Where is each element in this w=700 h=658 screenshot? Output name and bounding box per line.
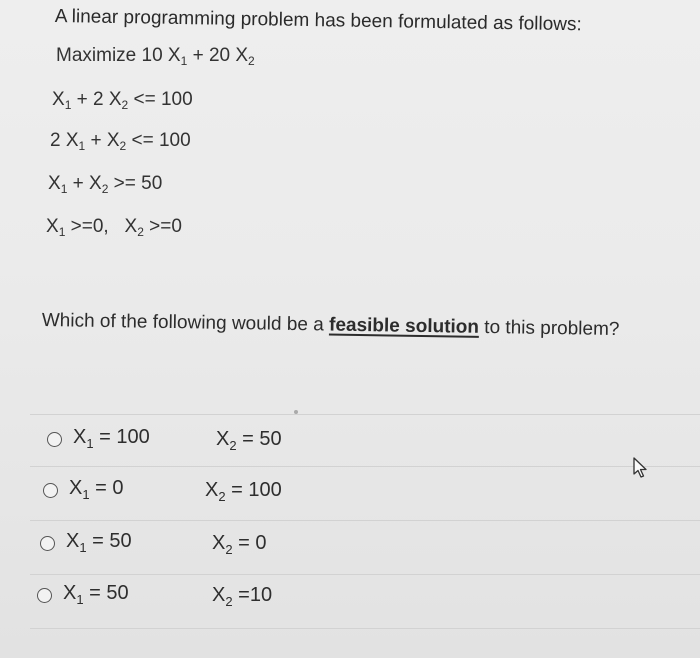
constraint-1: $X_1 + 2$ $X_2 <= 100$ (52, 89, 193, 112)
answer-option-2[interactable] (0, 467, 700, 515)
option-3-x2: $X_2 = 0$ (212, 532, 267, 557)
radio-button-icon[interactable] (37, 588, 52, 603)
radio-button-icon[interactable] (47, 432, 62, 447)
option-4-x1: $X_1 = 50$ (63, 582, 129, 607)
constraint-3: $X_1 + X_2 >= 50$ (48, 173, 163, 196)
constraint-4: $X_1 >=0$, $X_2 >=0$ (46, 216, 182, 239)
option-divider (30, 628, 700, 629)
mouse-pointer-icon (632, 457, 650, 479)
answer-option-3[interactable] (0, 521, 700, 569)
option-2-x2: $X_2 = 100$ (205, 479, 282, 504)
option-4-x2: $X_2 =10$ (212, 584, 273, 609)
option-3-x1: $X_1 = 50$ (66, 530, 132, 555)
problem-intro: A linear programming problem has been formulated as follows: (54, 6, 582, 36)
radio-button-icon[interactable] (43, 483, 58, 498)
constraint-2: 2 $X_1 + X_2 <= 100$ (50, 130, 191, 153)
radio-button-icon[interactable] (40, 536, 55, 551)
answer-option-4[interactable] (0, 575, 700, 623)
question-text: Which of the following would be a feasible solution to this problem? (41, 310, 620, 341)
objective-function: Maximize 10 $X_1 + 20$ $X_2$ (56, 45, 255, 68)
option-1-x1: $X_1 = 100$ (73, 426, 150, 451)
option-2-x1: $X_1 = 0$ (69, 477, 124, 502)
answer-option-1[interactable] (0, 415, 700, 463)
option-1-x2: $X_2 = 50$ (216, 428, 282, 453)
feasible-solution-emphasis: feasible solution (328, 314, 480, 338)
